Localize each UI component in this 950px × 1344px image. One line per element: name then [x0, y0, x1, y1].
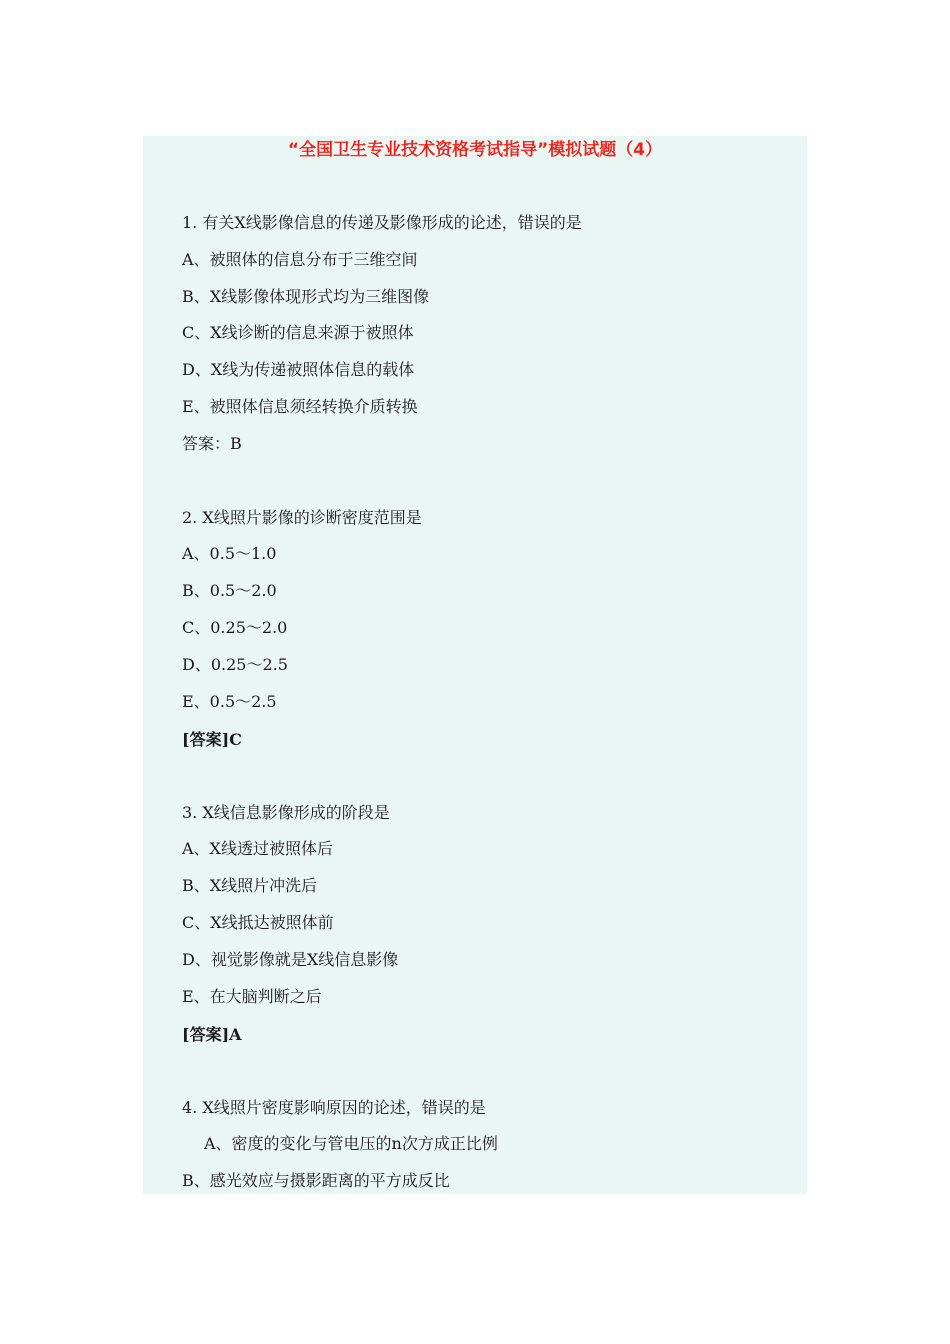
question-3-answer: [答案]A	[182, 1025, 242, 1044]
question-2-answer: [答案]C	[182, 730, 242, 749]
question-1-option-c: C、X线诊断的信息来源于被照体	[182, 323, 414, 342]
question-2-option-d: D、0.25～2.5	[182, 655, 288, 674]
question-2-option-e: E、0.5～2.5	[182, 692, 277, 711]
question-1-answer: 答案：B	[182, 434, 242, 453]
question-2-option-c: C、0.25～2.0	[182, 618, 288, 637]
question-2-stem: 2. X线照片影像的诊断密度范围是	[182, 508, 422, 527]
question-1-option-a: A、被照体的信息分布于三维空间	[182, 250, 418, 269]
question-1-option-e: E、被照体信息须经转换介质转换	[182, 397, 418, 416]
question-4-option-a: A、密度的变化与管电压的n次方成正比例	[204, 1134, 498, 1153]
document-panel	[143, 136, 807, 1194]
question-1-option-d: D、X线为传递被照体信息的载体	[182, 360, 415, 379]
question-3-option-b: B、X线照片冲洗后	[182, 876, 318, 895]
question-2-option-a: A、0.5～1.0	[182, 544, 277, 563]
question-1-stem: 1. 有关X线影像信息的传递及影像形成的论述，错误的是	[182, 213, 582, 232]
question-4-stem: 4. X线照片密度影响原因的论述，错误的是	[182, 1098, 486, 1117]
question-3-option-d: D、视觉影像就是X线信息影像	[182, 950, 399, 969]
question-3-option-c: C、X线抵达被照体前	[182, 913, 334, 932]
question-3-stem: 3. X线信息影像形成的阶段是	[182, 803, 390, 822]
question-4-option-b: B、感光效应与摄影距离的平方成反比	[182, 1171, 450, 1190]
document-title: “全国卫生专业技术资格考试指导”模拟试题（4）	[287, 140, 663, 160]
question-1-option-b: B、X线影像体现形式均为三维图像	[182, 287, 430, 306]
question-3-option-a: A、X线透过被照体后	[182, 839, 333, 858]
question-2-option-b: B、0.5～2.0	[182, 581, 277, 600]
question-3-option-e: E、在大脑判断之后	[182, 987, 322, 1006]
